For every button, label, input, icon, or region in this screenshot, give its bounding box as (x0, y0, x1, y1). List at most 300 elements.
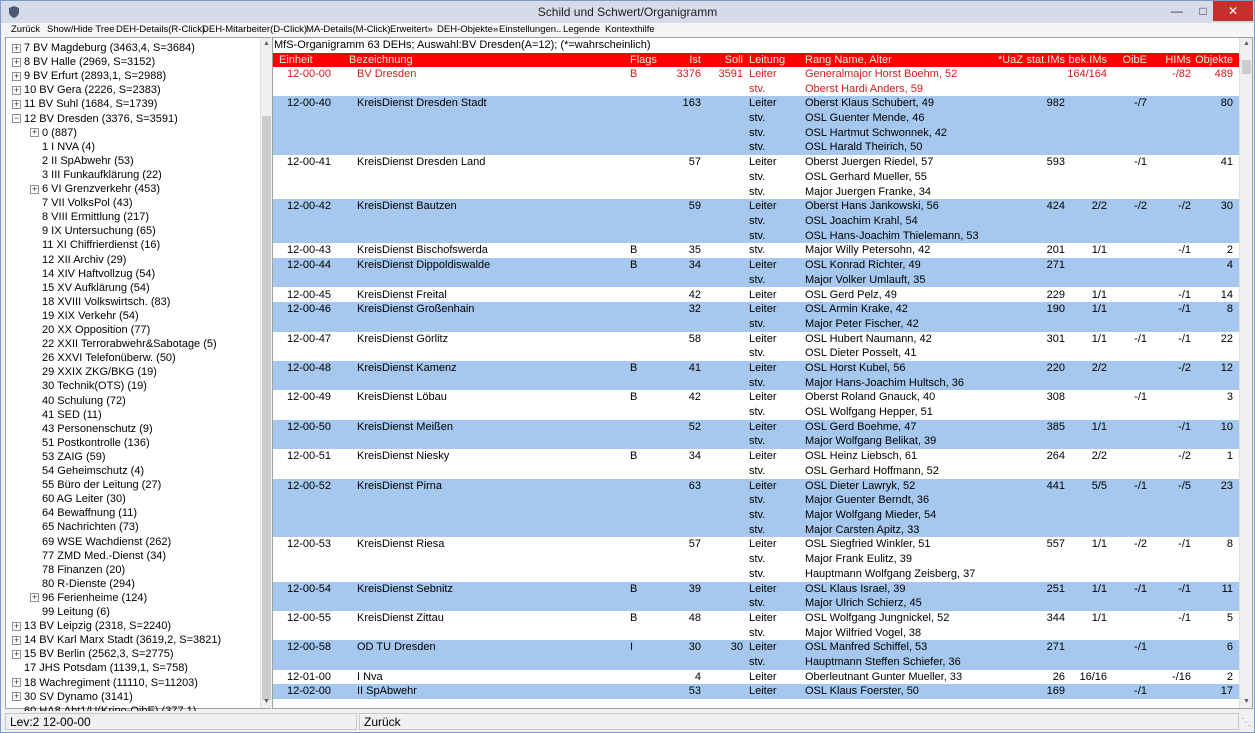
cell-obj: 5 (1226, 611, 1233, 624)
table-row[interactable] (273, 243, 1239, 258)
cell-soll (703, 96, 743, 111)
cell-rang-name[interactable]: OSL Klaus Foerster, 50 (805, 685, 919, 698)
col-uaz[interactable]: *UaZ (997, 54, 1023, 66)
cell-leitung: Leiter (749, 362, 777, 374)
cell-leitung: stv. (749, 185, 766, 198)
col-stat-ims[interactable]: stat.IMs (1026, 54, 1065, 66)
table-row[interactable] (273, 258, 1239, 287)
col-einheit[interactable]: Einheit (279, 54, 313, 66)
tree-item[interactable]: 12 XII Archiv (29) (42, 253, 127, 266)
table-scrollbar[interactable] (1239, 38, 1252, 708)
cell-oibe (1113, 449, 1147, 464)
cell-einheit: 12-00-42 (287, 200, 332, 213)
cell-obj: 12 (1220, 362, 1233, 374)
cell-stat: 424 (1046, 200, 1065, 213)
cell-hims: -/2 (1178, 362, 1191, 374)
cell-bek: 164/164 (1067, 68, 1107, 80)
cell-stat: 301 (1046, 332, 1065, 345)
cell-oibe: -/1 (1134, 156, 1147, 169)
cell-leitung: stv. (749, 126, 766, 139)
cell-einheit: 12-00-48 (287, 362, 332, 374)
tree-item[interactable]: 8 BV Halle (2969, S=3152) (24, 56, 156, 69)
scroll-up-icon[interactable]: ▲ (263, 40, 270, 47)
cell-stat: 308 (1046, 391, 1065, 404)
cell-bek (1065, 684, 1107, 699)
cell-stat: 251 (1046, 582, 1065, 595)
cell-rang-name[interactable]: OSL Manfred Schiffel, 53 (805, 641, 928, 654)
cell-soll (703, 361, 743, 376)
cell-soll (703, 199, 743, 214)
tree-item[interactable]: 17 JHS Potsdam (1139,1, S=758) (24, 662, 188, 675)
menu-deh-details[interactable]: DEH-Details(R-Click) (116, 24, 206, 35)
cell-bezeichnung: BV Dresden (357, 68, 417, 80)
tree-item[interactable]: 26 XXVI Telefonüberw. (50) (42, 352, 176, 365)
cell-rang-name[interactable]: OSL Guenter Mende, 46 (805, 112, 925, 125)
cell-leitung: stv. (749, 655, 766, 668)
cell-rang-name[interactable]: OSL Siegfried Winkler, 51 (805, 538, 931, 551)
expand-icon[interactable]: + (31, 127, 38, 138)
expand-icon[interactable]: + (13, 691, 20, 702)
cell-soll (703, 420, 743, 435)
cell-leitung: Leiter (749, 156, 777, 169)
cell-rang-name[interactable]: OSL Hubert Naumann, 42 (805, 332, 932, 345)
cell-soll (703, 670, 743, 685)
cell-bek: 1/1 (1091, 420, 1107, 433)
tree-item[interactable]: 19 XIX Verkehr (54) (42, 309, 139, 322)
cell-hims: -/1 (1178, 244, 1191, 257)
tree-item[interactable]: 9 BV Erfurt (2893,1, S=2988) (24, 70, 167, 83)
cell-stat: 593 (1046, 156, 1065, 169)
cell-rang-name[interactable]: Major Carsten Apitz, 33 (805, 523, 920, 536)
col-leitung[interactable]: Leitung (749, 54, 786, 66)
cell-hims (1153, 155, 1191, 170)
cell-stat: 26 (1052, 670, 1065, 683)
cell-flags: B (630, 450, 638, 463)
tree-item[interactable]: 15 XV Aufklärung (54) (42, 281, 150, 294)
cell-rang-name[interactable]: OSL Horst Kubel, 56 (805, 362, 906, 374)
cell-oibe: -/7 (1134, 97, 1147, 110)
menu-show-hide-tree[interactable]: Show/Hide Tree (47, 24, 115, 35)
cell-rang-name[interactable]: Oberleutnant Gunter Mueller, 33 (805, 670, 963, 683)
table-row[interactable] (273, 420, 1239, 449)
menu-legende[interactable]: Legende (563, 24, 600, 35)
cell-rang-name[interactable]: Oberst Hardi Anders, 59 (805, 82, 924, 95)
cell-bek (1065, 640, 1107, 655)
cell-rang-name[interactable]: OSL Dieter Lawryk, 52 (805, 479, 916, 492)
tree-item[interactable]: 55 Büro der Leitung (27) (42, 479, 162, 492)
cell-oibe: -/1 (1134, 479, 1147, 492)
cell-hims: -/2 (1178, 200, 1191, 213)
cell-stat (1025, 67, 1065, 82)
tree-item[interactable]: 40 Schulung (72) (42, 394, 126, 407)
tree-item[interactable]: 30 SV Dynamo (3141) (24, 690, 133, 703)
cell-rang-name[interactable]: Major Guenter Berndt, 36 (805, 494, 930, 507)
col-flags[interactable]: Flags (630, 54, 657, 66)
expand-icon[interactable]: + (13, 42, 20, 53)
cell-obj: 41 (1220, 156, 1233, 169)
expand-icon[interactable]: + (13, 98, 20, 109)
cell-rang-name[interactable]: Major Peter Fischer, 42 (805, 317, 919, 330)
table-row[interactable] (273, 302, 1239, 331)
menu-erweitert[interactable]: Erweitert» (390, 24, 433, 35)
cell-bek: 16/16 (1079, 670, 1107, 683)
menu-kontexthilfe[interactable]: Kontexthilfe (605, 24, 655, 35)
cell-hims: -/1 (1178, 303, 1191, 316)
tree-item[interactable]: 1 I NVA (4) (42, 140, 95, 153)
cell-flags: B (630, 362, 638, 374)
cell-rang-name[interactable]: OSL Gerhard Hoffmann, 52 (805, 464, 939, 477)
cell-rang-name[interactable]: Hauptmann Steffen Schiefer, 36 (805, 655, 961, 668)
tree-item[interactable]: 18 Wachregiment (11110, S=11203) (24, 676, 198, 689)
tree-item[interactable]: 3 III Funkaufklärung (22) (42, 168, 162, 181)
cell-leitung: stv. (749, 567, 766, 580)
minimize-icon[interactable]: — (1171, 4, 1183, 18)
cell-oibe: -/1 (1134, 582, 1147, 595)
cell-rang-name[interactable]: Major Wilfried Vogel, 38 (805, 626, 922, 639)
tree-scroll-thumb[interactable] (262, 116, 271, 700)
menu-einstellungen[interactable]: Einstellungen.. (499, 24, 562, 35)
tree-item[interactable]: 96 Ferienheime (124) (42, 591, 148, 604)
cell-obj: 4 (1226, 259, 1233, 272)
col-objekte[interactable]: Objekte (1195, 54, 1233, 66)
cell-bek: 1/1 (1091, 611, 1107, 624)
cell-flags: I (630, 641, 634, 654)
col-bek-ims[interactable]: bek.IMs (1068, 54, 1107, 66)
cell-bek: 1/1 (1091, 538, 1107, 551)
tree-item[interactable]: 22 XXII Terrorabwehr&Sabotage (5) (42, 338, 217, 351)
cell-obj: 14 (1220, 288, 1233, 301)
cell-oibe (1113, 258, 1147, 273)
tree-item[interactable]: 18 XVIII Volkswirtsch. (83) (42, 295, 171, 308)
table-row[interactable] (273, 96, 1239, 155)
col-bezeichnung[interactable]: Bezeichnung (349, 54, 413, 66)
cell-obj: 22 (1220, 332, 1233, 345)
resize-grip-icon[interactable]: ⋱ (1241, 717, 1251, 728)
cell-bek (1065, 96, 1107, 111)
cell-oibe (1113, 302, 1147, 317)
cell-soll (703, 582, 743, 597)
cell-rang-name[interactable]: Generalmajor Horst Boehm, 52 (805, 68, 958, 80)
cell-bezeichnung: KreisDienst Riesa (357, 538, 445, 551)
cell-bezeichnung: KreisDienst Freital (357, 288, 447, 301)
cell-hims (1153, 258, 1191, 273)
tree-item[interactable]: 11 BV Suhl (1684, S=1739) (24, 98, 158, 111)
expand-icon[interactable]: + (13, 677, 20, 687)
cell-rang-name[interactable]: OSL Gerd Pelz, 49 (805, 288, 897, 301)
cell-oibe (1113, 670, 1147, 685)
cell-bek: 1/1 (1091, 244, 1107, 257)
table-row[interactable] (273, 479, 1239, 538)
cell-rang-name[interactable]: OSL Klaus Israel, 39 (805, 582, 906, 595)
cell-obj: 6 (1226, 641, 1233, 654)
cell-leitung: stv. (749, 347, 766, 360)
cell-soll (703, 479, 743, 494)
cell-leitung: stv. (749, 435, 766, 448)
tree-item[interactable]: 10 BV Gera (2226, S=2383) (24, 84, 161, 97)
table-row[interactable] (273, 640, 1239, 669)
cell-leitung: stv. (749, 494, 766, 507)
cell-obj: 2 (1226, 670, 1233, 683)
cell-leitung: stv. (749, 112, 766, 125)
tree-item[interactable]: 77 ZMD Med.-Dienst (34) (42, 549, 167, 562)
cell-leitung: Leiter (749, 582, 777, 595)
status-bar (1, 711, 1254, 732)
cell-einheit: 12-00-46 (287, 303, 332, 316)
table-row[interactable] (273, 390, 1239, 419)
cell-ist: 57 (688, 538, 701, 551)
cell-einheit: 12-00-00 (287, 68, 332, 80)
table-scroll-thumb[interactable] (1242, 60, 1251, 74)
col-rang-name[interactable]: Rang Name, Alter (805, 54, 892, 66)
tree-item[interactable]: 41 SED (11) (42, 408, 102, 421)
table-row[interactable] (273, 611, 1239, 640)
cell-rang-name[interactable]: Oberst Juergen Riedel, 57 (805, 156, 934, 169)
col-ist[interactable]: Ist (689, 54, 701, 66)
cell-leitung: Leiter (749, 303, 777, 316)
tree-item[interactable]: 8 VIII Ermittlung (217) (42, 211, 149, 224)
tree-item[interactable]: 51 Postkontrolle (136) (42, 436, 150, 449)
cell-obj: 30 (1220, 200, 1233, 213)
cell-stat: 982 (1046, 97, 1065, 110)
cell-obj: 489 (1214, 68, 1233, 80)
menu-zurueck[interactable]: Zurück (11, 24, 41, 35)
expand-icon[interactable]: + (13, 56, 20, 67)
cell-bezeichnung: KreisDienst Kamenz (357, 362, 457, 374)
scroll-down-icon[interactable]: ▼ (1243, 698, 1250, 705)
cell-obj: 1 (1226, 450, 1233, 463)
table-row[interactable] (273, 332, 1239, 361)
cell-hims (1153, 390, 1191, 405)
cell-bezeichnung: II SpAbwehr (357, 685, 417, 698)
cell-leitung: Leiter (749, 685, 777, 698)
cell-rang-name[interactable]: OSL Wolfgang Hepper, 51 (805, 406, 933, 419)
cell-stat: 271 (1046, 641, 1065, 654)
menu-ma-details[interactable]: MA-Details(M-Click) (306, 24, 391, 35)
cell-rang-name[interactable]: OSL Hans-Joachim Thielemann, 53 (805, 229, 979, 242)
cell-rang-name[interactable]: Oberst Roland Gnauck, 40 (805, 391, 936, 404)
cell-einheit: 12-00-47 (287, 332, 332, 345)
menu-bar (1, 23, 1254, 37)
cell-einheit: 12-01-00 (287, 670, 332, 683)
cell-hims: -/1 (1178, 332, 1191, 345)
cell-bezeichnung: KreisDienst Löbau (357, 391, 447, 404)
table-row[interactable] (273, 537, 1239, 581)
cell-obj: 8 (1226, 538, 1233, 551)
table-header (273, 53, 1239, 67)
expand-icon[interactable]: + (13, 84, 20, 95)
cell-rang-name[interactable]: Major Willy Petersohn, 42 (805, 244, 931, 257)
tree-scrollbar[interactable] (260, 38, 271, 708)
cell-stat: 441 (1046, 479, 1065, 492)
tree-item[interactable]: 2 II SpAbwehr (53) (42, 154, 134, 167)
tree-item[interactable]: 60 AG Leiter (30) (42, 493, 126, 506)
selection-info: MfS-Organigramm 63 DEHs; Auswahl:BV Dresden(A=12); (*=wahrscheinlich) (274, 39, 651, 51)
cell-oibe (1113, 361, 1147, 376)
cell-bezeichnung: KreisDienst Bautzen (357, 200, 457, 213)
cell-leitung: Leiter (749, 670, 777, 683)
cell-rang-name[interactable]: OSL Wolfgang Jungnickel, 52 (805, 611, 950, 624)
cell-ist: 58 (688, 332, 701, 345)
tree-item[interactable]: 29 XXIX ZKG/BKG (19) (42, 366, 157, 379)
cell-ist: 163 (682, 97, 701, 110)
cell-leitung: Leiter (749, 420, 777, 433)
expand-icon[interactable]: + (13, 620, 20, 631)
cell-flags: B (630, 244, 638, 257)
collapse-icon[interactable]: − (13, 113, 20, 123)
expand-icon[interactable]: + (31, 183, 38, 194)
cell-ist: 30 (688, 641, 701, 654)
cell-bek (1065, 155, 1107, 170)
cell-rang-name[interactable]: Major Hans-Joachim Hultsch, 36 (805, 376, 964, 389)
close-icon[interactable]: ✕ (1213, 1, 1253, 21)
cell-oibe: -/2 (1134, 200, 1147, 213)
cell-rang-name[interactable]: OSL Gerhard Mueller, 55 (805, 170, 927, 183)
cell-obj: 10 (1220, 420, 1233, 433)
tree-item[interactable]: 7 BV Magdeburg (3463,4, S=3684) (24, 42, 195, 54)
cell-rang-name[interactable]: OSL Dieter Posselt, 41 (805, 347, 917, 360)
tree-item[interactable]: 11 XI Chiffrierdienst (16) (42, 239, 161, 252)
cell-ist: 41 (688, 362, 701, 374)
table-row[interactable] (273, 288, 1239, 303)
tree-item[interactable]: 7 VII VolksPol (43) (42, 197, 133, 210)
tree-item[interactable]: 0 (887) (42, 126, 77, 139)
cell-leitung: stv. (749, 508, 766, 521)
tree-item[interactable]: 13 BV Leipzig (2318, S=2240) (24, 620, 172, 633)
cell-rang-name[interactable]: OSL Gerd Boehme, 47 (805, 420, 917, 433)
cell-rang-name[interactable]: OSL Konrad Richter, 49 (805, 259, 921, 272)
tree-item[interactable]: 30 Technik(OTS) (19) (42, 380, 147, 393)
expand-icon[interactable]: + (31, 592, 38, 603)
cell-soll (703, 537, 743, 552)
tree-item[interactable]: 78 Finanzen (20) (42, 563, 126, 576)
cell-bezeichnung: KreisDienst Niesky (357, 450, 450, 463)
cell-einheit: 12-00-54 (287, 582, 332, 595)
cell-rang-name[interactable]: Major Juergen Franke, 34 (805, 185, 931, 198)
cell-bezeichnung: KreisDienst Dresden Land (357, 156, 486, 169)
table-row[interactable] (273, 582, 1239, 611)
cell-leitung: stv. (749, 317, 766, 330)
cell-einheit: 12-00-58 (287, 641, 332, 654)
cell-rang-name[interactable]: OSL Harald Theirich, 50 (805, 141, 923, 154)
cell-obj: 8 (1226, 303, 1233, 316)
org-tree[interactable] (5, 37, 271, 709)
cell-einheit: 12-00-55 (287, 611, 332, 624)
cell-leitung: stv. (749, 523, 766, 536)
cell-bezeichnung: KreisDienst Sebnitz (357, 582, 453, 595)
tree-item[interactable]: 6 VI Grenzverkehr (453) (42, 183, 160, 195)
cell-leitung: Leiter (749, 391, 777, 404)
cell-flags: B (630, 391, 638, 404)
expand-icon[interactable]: + (13, 634, 20, 645)
cell-stat: 557 (1046, 538, 1065, 551)
cell-ist: 52 (688, 420, 701, 433)
tree-item[interactable]: 65 Nachrichten (73) (42, 521, 139, 534)
cell-rang-name[interactable]: Oberst Hans Jankowski, 56 (805, 200, 939, 213)
tree-item[interactable]: 14 BV Karl Marx Stadt (3619,2, S=3821) (24, 634, 222, 647)
tree-item[interactable]: 20 XX Opposition (77) (42, 324, 151, 336)
cell-bezeichnung: I Nva (357, 670, 383, 683)
cell-rang-name[interactable]: OSL Hartmut Schwonnek, 42 (805, 126, 948, 139)
menu-deh-objekte[interactable]: DEH-Objekte» (437, 24, 499, 35)
cell-ist: 39 (688, 582, 701, 595)
cell-rang-name[interactable]: Major Volker Umlauft, 35 (805, 273, 926, 286)
cell-bek: 2/2 (1091, 450, 1107, 463)
table-row[interactable] (273, 67, 1239, 96)
cell-leitung: stv. (749, 406, 766, 419)
cell-obj: 3 (1226, 391, 1233, 404)
cell-rang-name[interactable]: OSL Armin Krake, 42 (805, 303, 908, 316)
table-row[interactable] (273, 155, 1239, 199)
tree-item[interactable]: 53 ZAIG (59) (42, 450, 106, 463)
maximize-icon[interactable]: □ (1199, 4, 1207, 18)
cell-rang-name[interactable]: Major Wolfgang Belikat, 39 (805, 435, 937, 448)
cell-hims: -/1 (1178, 611, 1191, 624)
tree-item[interactable]: 99 Leitung (6) (42, 606, 110, 618)
cell-obj: 80 (1220, 97, 1233, 110)
table-row[interactable] (273, 684, 1239, 699)
cell-soll (703, 243, 743, 258)
table-row[interactable] (273, 361, 1239, 390)
tree-item[interactable]: 54 Geheimschutz (4) (42, 465, 145, 477)
cell-rang-name[interactable]: Major Wolfgang Mieder, 54 (805, 508, 937, 521)
cell-leitung: Leiter (749, 450, 777, 463)
col-hims[interactable]: HIMs (1165, 54, 1191, 66)
cell-ist: 4 (694, 670, 701, 683)
tree-item[interactable]: 69 WSE Wachdienst (262) (42, 535, 172, 548)
cell-leitung: Leiter (749, 611, 777, 624)
cell-leitung: stv. (749, 273, 766, 286)
cell-soll: 30 (730, 641, 743, 654)
menu-deh-mitarbeiter[interactable]: DEH-Mitarbeiter(D-Click) (202, 24, 308, 35)
cell-einheit: 12-00-53 (287, 538, 332, 551)
cell-oibe: -/1 (1134, 641, 1147, 654)
col-oibe[interactable]: OibE (1122, 54, 1147, 66)
table-row[interactable] (273, 199, 1239, 243)
cell-rang-name[interactable]: OSL Heinz Liebsch, 61 (805, 450, 918, 463)
cell-soll (703, 288, 743, 303)
scroll-up-icon[interactable]: ▲ (1243, 40, 1250, 47)
cell-soll (703, 684, 743, 699)
cell-leitung: Leiter (749, 288, 777, 301)
detail-table[interactable] (272, 37, 1253, 709)
cell-leitung: Leiter (749, 538, 777, 551)
cell-rang-name[interactable]: Oberst Klaus Schubert, 49 (805, 97, 935, 110)
col-soll[interactable]: Soll (724, 54, 743, 66)
tree-item[interactable]: 9 IX Untersuchung (65) (42, 225, 156, 238)
cell-rang-name[interactable]: Hauptmann Wolfgang Zeisberg, 37 (805, 567, 976, 580)
cell-soll (703, 449, 743, 464)
cell-rang-name[interactable]: Major Ulrich Schierz, 45 (805, 597, 922, 610)
tree-item[interactable]: 43 Personenschutz (9) (42, 422, 153, 435)
table-row[interactable] (273, 449, 1239, 478)
tree-item[interactable]: 12 BV Dresden (3376, S=3591) (24, 112, 178, 125)
tree-item[interactable]: 15 BV Berlin (2562,3, S=2775) (24, 648, 174, 661)
scroll-down-icon[interactable]: ▼ (263, 698, 270, 705)
expand-icon[interactable]: + (13, 70, 20, 81)
cell-ist: 57 (688, 156, 701, 169)
table-row[interactable] (273, 670, 1239, 685)
cell-bek (1065, 390, 1107, 405)
cell-bezeichnung: KreisDienst Pirna (357, 479, 442, 492)
tree-item[interactable]: 14 XIV Haftvollzug (54) (42, 267, 156, 280)
cell-ist: 53 (688, 685, 701, 698)
expand-icon[interactable]: + (13, 648, 20, 659)
tree-item[interactable]: 80 R-Dienste (294) (42, 577, 135, 590)
cell-rang-name[interactable]: Major Frank Eulitz, 39 (805, 553, 912, 566)
cell-ist: 48 (688, 611, 701, 624)
cell-rang-name[interactable]: OSL Joachim Krahl, 54 (805, 214, 918, 227)
tree-item[interactable]: 64 Bewaffnung (11) (42, 507, 137, 520)
